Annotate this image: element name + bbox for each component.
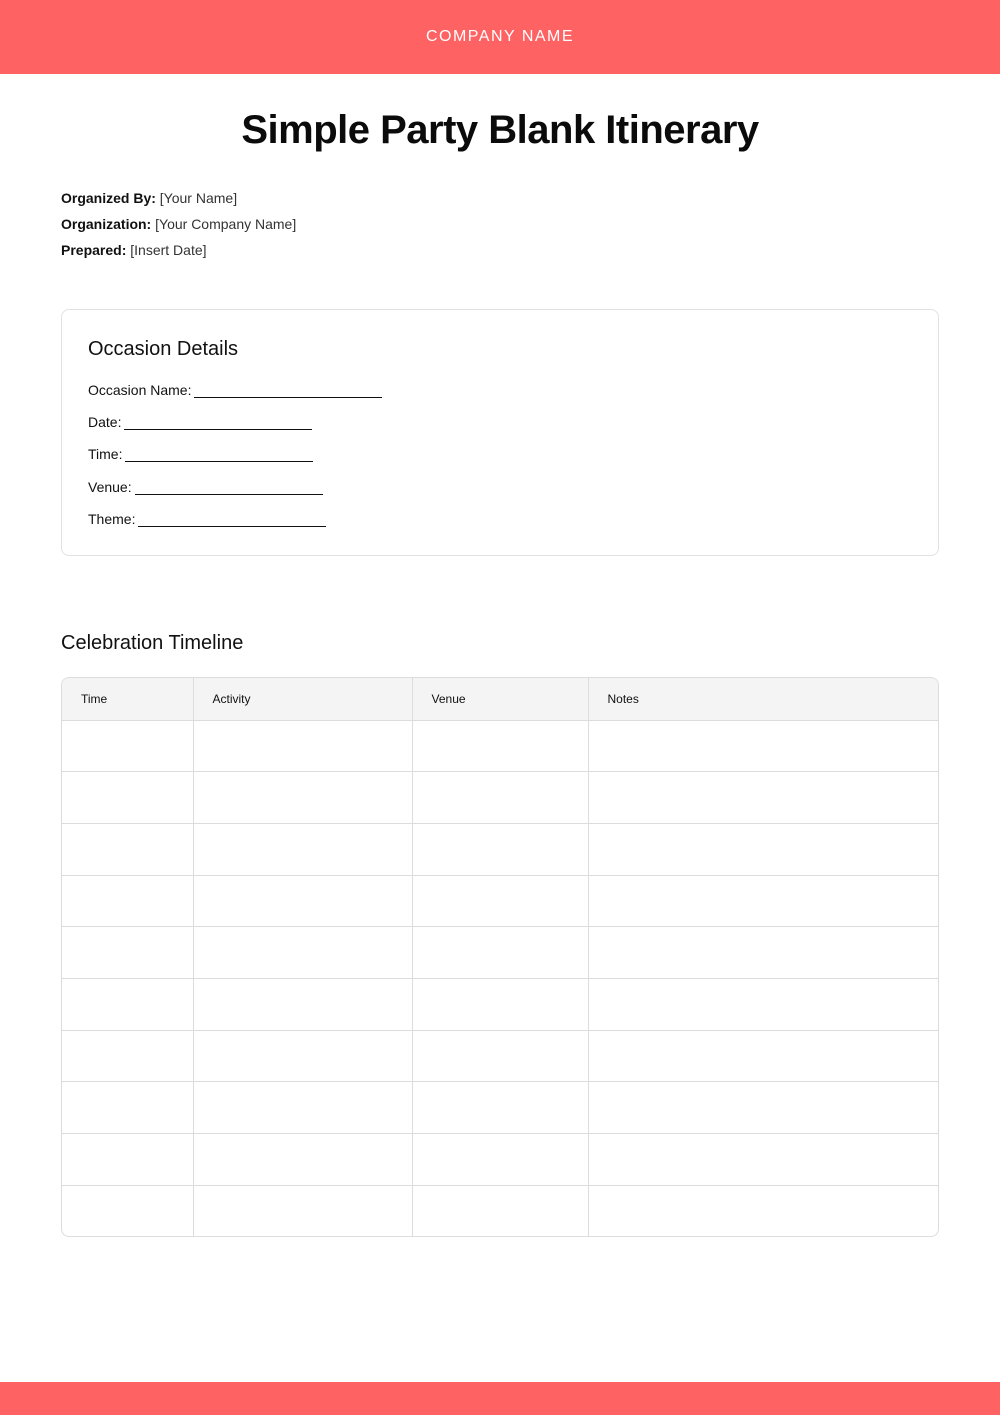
table-cell[interactable] [412,927,588,979]
column-header-time: Time [62,678,193,720]
meta-value[interactable]: [Your Company Name] [155,216,297,232]
meta-organized-by [61,188,296,214]
field-blank-line[interactable] [138,513,326,527]
table-cell[interactable] [193,720,412,772]
field-time [88,446,313,462]
table-row [62,823,939,875]
table-cell[interactable] [193,1030,412,1082]
meta-label: Prepared: [61,242,127,258]
company-name: COMPANY NAME [425,28,575,45]
meta-organization [61,214,296,240]
table-cell[interactable] [412,1134,588,1186]
table-cell[interactable] [412,1030,588,1082]
meta-prepared [61,240,296,266]
column-header-venue: Venue [412,678,588,720]
table-cell[interactable] [412,875,588,927]
field-venue [88,479,323,495]
table-cell[interactable] [193,1082,412,1134]
document-title: Simple Party Blank Itinerary [241,108,759,152]
occasion-details-title: Occasion Details [88,338,239,360]
table-cell[interactable] [588,823,939,875]
table-cell[interactable] [62,720,193,772]
celebration-timeline-table [61,677,939,1237]
table-row [62,720,939,772]
table-cell[interactable] [588,927,939,979]
table-row [62,978,939,1030]
table-cell[interactable] [412,823,588,875]
meta-value[interactable]: [Your Name] [159,190,238,206]
table-cell[interactable] [588,978,939,1030]
table-header-row [62,678,939,720]
field-label: Theme: [88,511,136,527]
table-row [62,772,939,824]
table-cell[interactable] [588,1082,939,1134]
table-cell[interactable] [412,1185,588,1237]
meta-label: Organization: [61,216,152,232]
field-occasion-name [88,382,382,398]
table-cell[interactable] [62,1082,193,1134]
table-row [62,927,939,979]
table-cell[interactable] [588,1134,939,1186]
field-theme [88,511,326,527]
table-cell[interactable] [588,1185,939,1237]
field-label: Time: [88,446,123,462]
meta-label: Organized By: [61,190,156,206]
meta-value[interactable]: [Insert Date] [130,242,207,258]
column-header-notes: Notes [588,678,939,720]
table-body [62,720,939,1237]
column-header-activity: Activity [193,678,412,720]
field-blank-line[interactable] [124,416,312,430]
table-cell[interactable] [588,720,939,772]
table-cell[interactable] [412,772,588,824]
table-row [62,1185,939,1237]
table-cell[interactable] [193,875,412,927]
table-row [62,875,939,927]
table-cell[interactable] [193,1185,412,1237]
field-label: Occasion Name: [88,382,192,398]
field-label: Date: [88,414,122,430]
celebration-timeline-title: Celebration Timeline [61,632,244,654]
footer-band [0,1382,1000,1415]
table-row [62,1082,939,1134]
table-cell[interactable] [62,927,193,979]
table-cell[interactable] [62,772,193,824]
table-cell[interactable] [62,1134,193,1186]
table-cell[interactable] [62,978,193,1030]
document-meta [61,188,296,266]
table-cell[interactable] [412,1082,588,1134]
table-cell[interactable] [62,823,193,875]
table-row [62,1030,939,1082]
table-cell[interactable] [588,1030,939,1082]
occasion-details-card [61,309,939,556]
table-cell[interactable] [62,1030,193,1082]
table-cell[interactable] [62,1185,193,1237]
table-cell[interactable] [412,720,588,772]
table-cell[interactable] [412,978,588,1030]
table-cell[interactable] [193,927,412,979]
table-cell[interactable] [588,772,939,824]
table-cell[interactable] [588,875,939,927]
table-cell[interactable] [193,772,412,824]
field-blank-line[interactable] [194,384,382,398]
table-row [62,1134,939,1186]
field-date [88,414,312,430]
table-cell[interactable] [193,978,412,1030]
table-cell[interactable] [193,1134,412,1186]
field-blank-line[interactable] [125,448,313,462]
table-cell[interactable] [193,823,412,875]
field-blank-line[interactable] [135,481,323,495]
field-label: Venue: [88,479,132,495]
header-band [0,0,1000,74]
table-cell[interactable] [62,875,193,927]
